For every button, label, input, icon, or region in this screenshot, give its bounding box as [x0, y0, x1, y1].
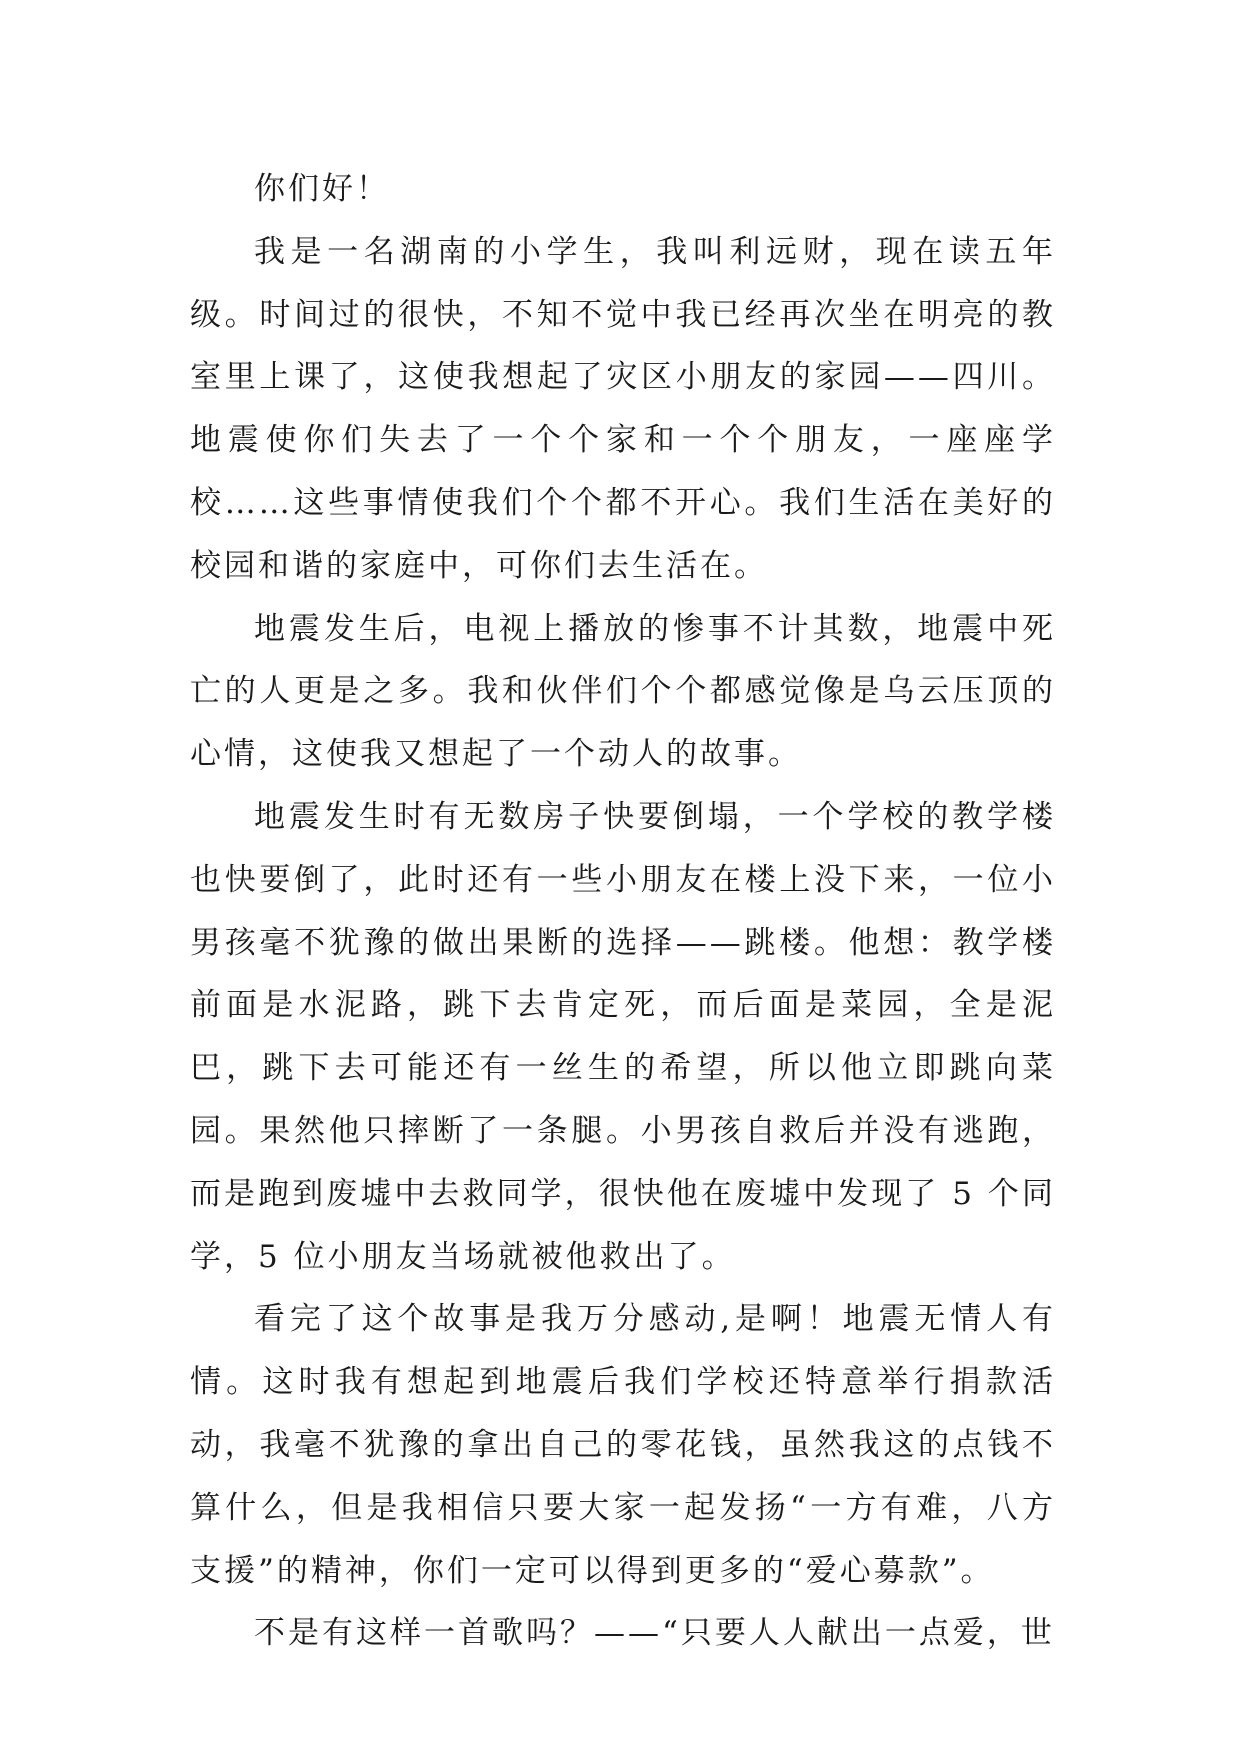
earthquake-news-paragraph: 地震发生后，电视上播放的惨事不计其数，地震中死亡的人更是之多。我和伙伴们个个都感觉像是乌云压顶的心情，这使我又想起了一个动人的故事。	[190, 610, 1056, 773]
document-page	[190, 158, 1056, 1665]
donation-paragraph: 看完了这个故事是我万分感动,是啊！地震无情人有情。这时我有想起到地震后我们学校还特意举行捐款活动，我毫不犹豫的拿出自己的零花钱，虽然我这的点钱不算什么，但是我相信只要大家一起发扬“一方有难，八方支援”的精神，你们一定可以得到更多的“爱心募款”。	[190, 1301, 1056, 1589]
song-paragraph: 不是有这样一首歌吗？——“只要人人献出一点爱，世	[254, 1615, 1055, 1652]
story-paragraph: 地震发生时有无数房子快要倒塌，一个学校的教学楼也快要倒了，此时还有一些小朋友在楼上没下来，一位小男孩毫不犹豫的做出果断的选择——跳楼。他想：教学楼前面是水泥路，跳下去肯定死，而后面是菜园，全是泥巴，跳下去可能还有一丝生的希望，所以他立即跳向菜园。果然他只摔断了一条腿。小男孩自救后并没有逃跑，而是跑到废墟中去救同学，很快他在废墟中发现了 5 个同学，5 位小朋友当场就被他救出了。	[190, 798, 1056, 1275]
greeting-paragraph: 你们好！	[254, 171, 390, 207]
intro-paragraph: 我是一名湖南的小学生，我叫利远财，现在读五年级。时间过的很快，不知不觉中我已经再次坐在明亮的教室里上课了，这使我想起了灾区小朋友的家园——四川。地震使你们失去了一个个家和一个个朋友，一座座学校……这些事情使我们个个都不开心。我们生活在美好的校园和谐的家庭中，可你们去生活在。	[190, 233, 1056, 584]
